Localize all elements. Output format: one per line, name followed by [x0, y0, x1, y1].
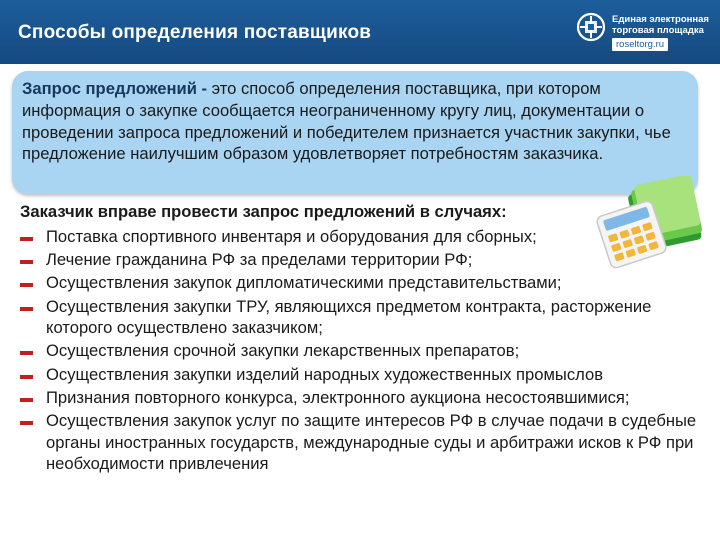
dash-bullet — [20, 237, 33, 241]
logo-url[interactable]: roseltorg.ru — [612, 38, 668, 51]
definition-body: это способ определения поставщика, при котором информация о закупке сообщается неограниченному кругу лиц, документации о проведении запроса предложений и победителем признается участник закупки, чье предложение наилучшим образом удовлетворяет потребностям заказчика. — [22, 79, 671, 164]
case-text: Осуществления срочной закупки лекарственных препаратов; — [46, 341, 520, 361]
case-text: Признания повторного конкурса, электронного аукциона несостоявшимися; — [46, 387, 630, 407]
dash-bullet — [20, 307, 33, 311]
list-item — [20, 340, 710, 362]
list-item — [20, 296, 710, 339]
list-item — [20, 387, 710, 409]
calculator-folder-icon — [596, 176, 716, 272]
case-text: Поставка спортивного инвентаря и оборудования для сборных; — [46, 227, 537, 246]
dash-bullet — [20, 283, 33, 287]
dash-bullet — [20, 375, 33, 379]
roseltorg-logo-icon — [576, 12, 606, 42]
list-item — [20, 410, 710, 475]
definition-term: Запрос предложений - — [22, 79, 208, 98]
cases-intro: Заказчик вправе провести запрос предложений в случаях: — [20, 202, 507, 221]
page-title: Способы определения поставщиков — [18, 22, 372, 43]
dash-bullet — [20, 398, 33, 402]
case-text: Осуществления закупок услуг по защите интересов РФ в случае подачи в судебные органы иностранных государств, международные суды и арбитражи исков к РФ при необходимости привлечения — [46, 410, 697, 474]
header-bar — [0, 0, 720, 64]
case-text: Лечение гражданина РФ за пределами территории РФ; — [46, 250, 473, 270]
case-text: Осуществления закупок дипломатическими представительствами; — [46, 273, 562, 293]
definition-paragraph — [22, 78, 692, 165]
roseltorg-logo[interactable] — [576, 8, 716, 56]
case-text: Осуществления закупки ТРУ, являющихся предметом контракта, расторжение которого осуществлено заказчиком; — [46, 296, 652, 338]
list-item — [20, 364, 710, 386]
logo-line-2: торговая площадка — [612, 25, 704, 36]
case-text: Осуществления закупки изделий народных художественных промыслов — [46, 364, 604, 384]
logo-line-1: Единая электронная — [612, 14, 709, 25]
dash-bullet — [20, 421, 33, 425]
dash-bullet — [20, 351, 33, 355]
dash-bullet — [20, 260, 33, 264]
list-item — [20, 272, 710, 294]
